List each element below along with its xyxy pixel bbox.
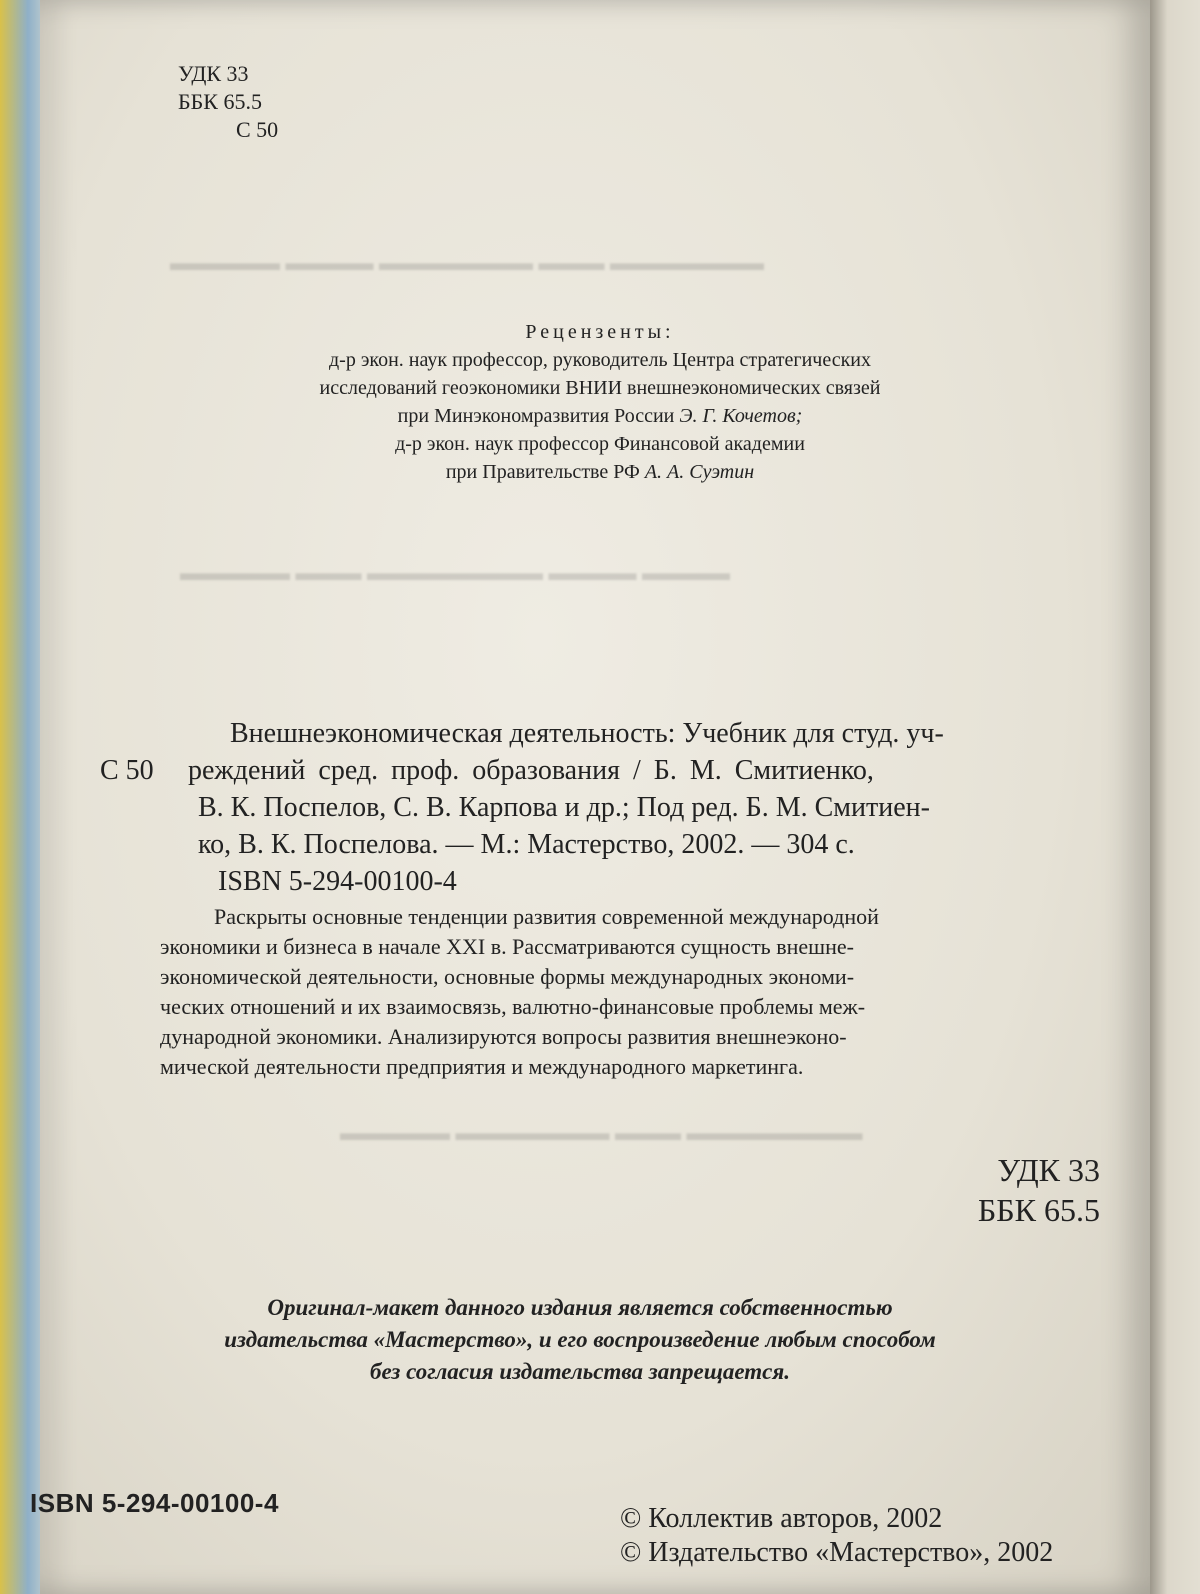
reviewers-block	[200, 318, 1000, 486]
bbk-code: ББК 65.5	[178, 89, 262, 114]
copyright-lines	[620, 1502, 1053, 1570]
reviewer-line: д-р экон. наук профессор, руководитель Центра стратегических	[328, 349, 872, 371]
reviewer-name: Э. Г. Кочетов;	[679, 405, 803, 427]
reviewer-name: А. А. Суэтин	[644, 461, 755, 483]
reviewer-affiliation: при Правительстве РФ	[445, 461, 645, 483]
reviewers-title: Рецензенты:	[525, 321, 675, 343]
classification-codes-top	[178, 60, 278, 144]
annotation-line: мической деятельности предприятия и международного маркетинга.	[160, 1054, 804, 1079]
reviewer-affiliation: при Минэкономразвития России	[397, 405, 680, 427]
bib-author-mark: С 50	[100, 755, 154, 786]
author-mark: С 50	[236, 117, 279, 142]
show-through-text-2: ▬▬▬▬▬ ▬▬▬ ▬▬▬▬▬▬▬▬ ▬▬▬▬ ▬▬▬▬	[180, 560, 730, 585]
annotation-text	[160, 902, 1100, 1082]
next-page-edge	[1150, 0, 1200, 1594]
notice-line: без согласия издательства запрещается.	[370, 1359, 790, 1384]
reviewer-line	[200, 458, 1000, 486]
copyright-notice	[100, 1292, 1060, 1388]
udk-code: УДК 33	[178, 61, 249, 86]
copyright-authors: © Коллектив авторов, 2002	[620, 1503, 943, 1534]
classification-codes-bottom	[900, 1150, 1100, 1230]
isbn-footer: ISBN 5-294-00100-4	[30, 1488, 279, 1518]
reviewer-line: исследований геоэкономики ВНИИ внешнеэкономических связей	[319, 377, 881, 399]
udk-code: УДК 33	[997, 1152, 1100, 1188]
bbk-code: ББК 65.5	[977, 1192, 1100, 1228]
bib-line: ко, В. К. Поспелова. — М.: Мастерство, 2002. — 304 с.	[198, 829, 855, 860]
notice-line: Оригинал-макет данного издания является собственностью	[267, 1295, 893, 1320]
reviewer-line: д-р экон. наук профессор Финансовой академии	[395, 433, 805, 455]
bibliographic-record	[100, 715, 1100, 905]
annotation-line: дународной экономики. Анализируются вопросы развития внешнеэконо-	[160, 1024, 847, 1049]
annotation-line: ческих отношений и их взаимосвязь, валютно-финансовые проблемы меж-	[160, 994, 866, 1019]
bib-line: Внешнеэкономическая деятельность: Учебник для студ. уч-	[230, 718, 944, 749]
annotation-line: экономики и бизнеса в начале XXI в. Рассматриваются сущность внешне-	[160, 934, 854, 959]
show-through-text-3: ▬▬▬▬▬ ▬▬▬▬▬▬▬ ▬▬▬ ▬▬▬▬▬▬▬▬	[340, 1120, 863, 1145]
bib-line: реждений сред. проф. образования / Б. М. Смитиенко,	[188, 755, 874, 786]
copyright-publisher: © Издательство «Мастерство», 2002	[620, 1537, 1054, 1568]
annotation-line: Раскрыты основные тенденции развития современной международной	[214, 904, 879, 929]
annotation-line: экономической деятельности, основные формы международных экономи-	[160, 964, 855, 989]
isbn-line: ISBN 5-294-00100-4	[218, 866, 457, 897]
show-through-text: ▬▬▬▬▬ ▬▬▬▬ ▬▬▬▬▬▬▬ ▬▬▬ ▬▬▬▬▬▬▬	[170, 250, 764, 275]
reviewer-line	[200, 402, 1000, 430]
notice-line: издательства «Мастерство», и его воспроизведение любым способом	[224, 1327, 936, 1352]
bib-line: В. К. Поспелов, С. В. Карпова и др.; Под ред. Б. М. Смитиен-	[198, 792, 930, 823]
